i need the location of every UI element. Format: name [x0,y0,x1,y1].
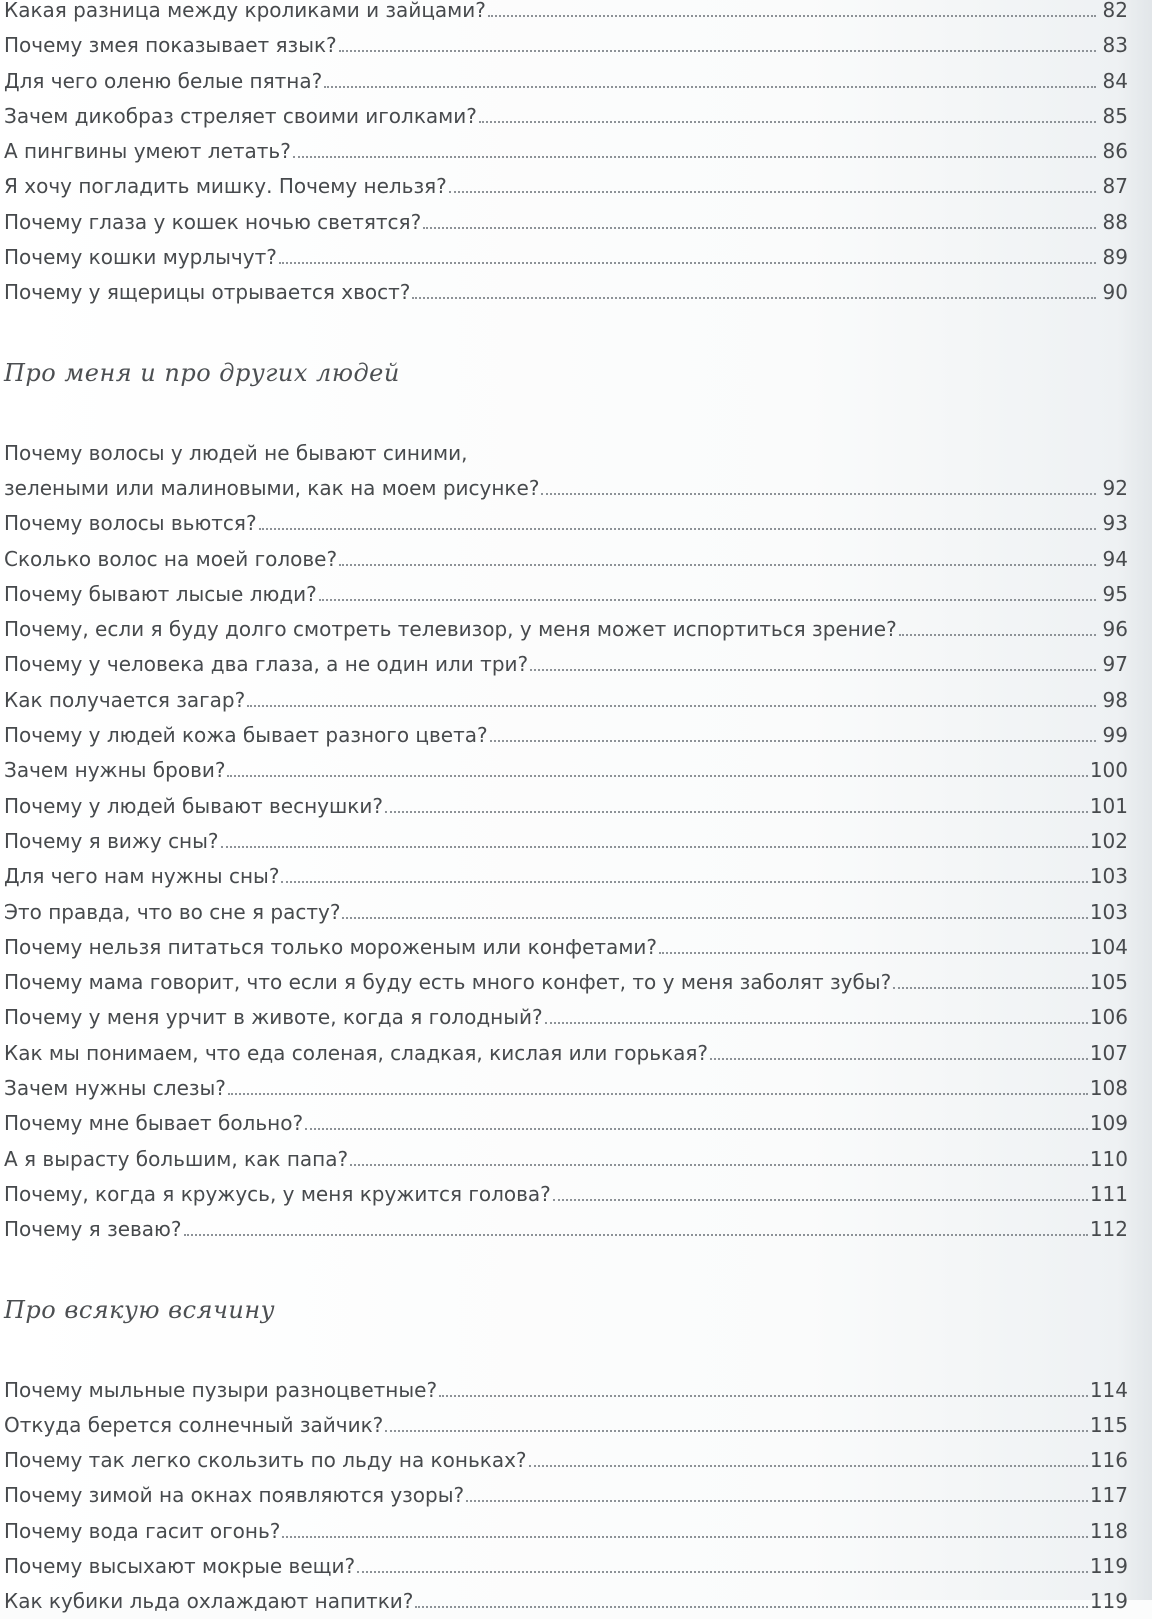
toc-entry-title: Почему зимой на окнах появляются узоры? [4,1483,465,1508]
dot-leader [412,297,1096,299]
toc-page-number: 119 [1089,1589,1128,1614]
toc-entry [4,0,1128,28]
toc-entry [4,682,1128,717]
table-of-contents [4,0,1128,1619]
toc-entry [4,1408,1128,1443]
toc-entry-title: Почему вода гасит огонь? [4,1518,281,1543]
dot-leader [319,599,1096,601]
toc-page-number: 112 [1089,1217,1128,1242]
dot-leader [529,1465,1088,1467]
toc-page-number: 89 [1102,245,1128,270]
toc-page-number: 103 [1089,864,1128,889]
toc-group-people [4,471,1128,1248]
toc-page-number: 104 [1089,934,1128,959]
toc-entry [4,1513,1128,1548]
toc-entry [4,1443,1128,1478]
dot-leader [466,1500,1088,1502]
toc-page-number: 100 [1089,758,1128,783]
dot-leader [385,1430,1088,1432]
dot-leader [324,86,1096,88]
toc-entry [4,134,1128,169]
toc-entry-title: Почему у меня урчит в животе, когда я голодный? [4,1005,543,1030]
dot-leader [423,227,1096,229]
toc-entry-title: Почему у людей кожа бывает разного цвета? [4,723,488,748]
toc-entry-title: Почему бывают лысые люди? [4,581,317,606]
toc-entry [4,788,1128,823]
toc-page-number: 110 [1089,1146,1128,1171]
toc-entry-title: Почему так легко скользить по льду на коньках? [4,1448,527,1473]
toc-page-number: 117 [1089,1483,1128,1508]
toc-entry [4,1212,1128,1247]
toc-entry-title: Почему у людей бывают веснушки? [4,793,383,818]
toc-entry-title: А пингвины умеют летать? [4,139,291,164]
dot-leader [357,1571,1088,1573]
toc-page-number: 97 [1102,652,1128,677]
dot-leader [553,1199,1088,1201]
toc-entry-title: Зачем нужны слезы? [4,1076,226,1101]
toc-group-animals [4,0,1128,310]
toc-page-number: 82 [1102,0,1128,22]
toc-page-number: 95 [1102,581,1128,606]
toc-entry [4,63,1128,98]
toc-page-number: 94 [1102,546,1128,571]
toc-entry-title: Почему, если я буду долго смотреть телевизор, у меня может испортиться зрение? [4,617,897,642]
toc-page-number: 105 [1089,970,1128,995]
dot-leader [449,191,1096,193]
dot-leader [247,705,1096,707]
toc-entry [4,275,1128,310]
toc-entry-title: Какая разница между кроликами и зайцами? [4,0,486,22]
toc-entry [4,1584,1128,1619]
toc-page-number: 87 [1102,174,1128,199]
dot-leader [339,564,1096,566]
toc-entry-title: Почему кошки мурлычут? [4,245,277,270]
toc-page-number: 92 [1102,475,1128,500]
toc-page-number: 106 [1089,1005,1128,1030]
toc-page-number: 111 [1089,1181,1128,1206]
toc-page-number: 103 [1089,899,1128,924]
toc-entry-title: Почему у ящерицы отрывается хвост? [4,280,411,305]
toc-page-number: 115 [1089,1412,1128,1437]
toc-entry [4,930,1128,965]
toc-page-number: 119 [1089,1553,1128,1578]
toc-entry [4,99,1128,134]
toc-page-number: 88 [1102,209,1128,234]
toc-page-number: 102 [1089,828,1128,853]
toc-entry-title: Сколько волос на моей голове? [4,546,338,571]
dot-leader [350,1164,1088,1166]
dot-leader [415,1606,1087,1608]
toc-entry [4,965,1128,1000]
dot-leader [541,493,1096,495]
toc-entry-title: Почему я вижу сны? [4,828,219,853]
toc-page-number: 96 [1102,617,1128,642]
toc-entry [4,1177,1128,1212]
toc-entry-title: Почему мне бывает больно? [4,1111,304,1136]
toc-entry-title: Почему волосы вьются? [4,511,257,536]
toc-page-number: 108 [1089,1076,1128,1101]
toc-page-number: 90 [1102,280,1128,305]
toc-entry-title: Почему мама говорит, что если я буду есть много конфет, то у меня заболят зубы? [4,970,892,995]
toc-page-number: 86 [1102,139,1128,164]
dot-leader [488,15,1096,17]
dot-leader [279,262,1096,264]
dot-leader [659,952,1088,954]
dot-leader [490,740,1096,742]
toc-entry [4,718,1128,753]
toc-entry [4,859,1128,894]
toc-entry-title: Почему глаза у кошек ночью светятся? [4,209,422,234]
dot-leader [899,634,1096,636]
toc-entry [4,753,1128,788]
toc-page-number: 98 [1102,687,1128,712]
dot-leader [281,881,1087,883]
toc-entry-title: Зачем нужны брови? [4,758,226,783]
section-heading-text: Про меня и про других людей [4,358,400,387]
toc-entry [4,1106,1128,1141]
toc-entry-title: Откуда берется солнечный зайчик? [4,1412,384,1437]
dot-leader [305,1128,1088,1130]
toc-entry [4,894,1128,929]
dot-leader [385,811,1088,813]
toc-entry [4,1549,1128,1584]
toc-page-number: 114 [1089,1377,1128,1402]
toc-page-number: 109 [1089,1111,1128,1136]
dot-leader [893,987,1088,989]
toc-page-number: 116 [1089,1448,1128,1473]
toc-entry-title: Почему у человека два глаза, а не один или три? [4,652,529,677]
dot-leader [227,775,1087,777]
dot-leader [282,1536,1087,1538]
toc-page-number: 83 [1102,33,1128,58]
toc-entry-title: Зачем дикобраз стреляет своими иголками? [4,103,477,128]
toc-entry [4,506,1128,541]
toc-entry [4,169,1128,204]
toc-entry [4,1000,1128,1035]
toc-entry-title: Почему нельзя питаться только мороженым или конфетами? [4,934,658,959]
dot-leader [710,1058,1088,1060]
toc-entry [4,1141,1128,1176]
toc-entry-title: Почему я зеваю? [4,1217,182,1242]
toc-group-misc [4,1372,1128,1619]
section-heading-text: Про всякую всячину [4,1295,276,1324]
toc-page-number: 93 [1102,511,1128,536]
toc-entry-title: Как получается загар? [4,687,246,712]
toc-entry-title: Как кубики льда охлаждают напитки? [4,1589,414,1614]
toc-entry-title: Почему змея показывает язык? [4,33,337,58]
toc-entry-title: А я вырасту большим, как папа? [4,1146,349,1171]
dot-leader [439,1395,1088,1397]
dot-leader [545,1022,1088,1024]
toc-entry-title: Для чего нам нужны сны? [4,864,280,889]
toc-entry [4,1478,1128,1513]
dot-leader [184,1234,1088,1236]
toc-entry [4,28,1128,63]
toc-page-number: 85 [1102,103,1128,128]
toc-entry-title: зелеными или малиновыми, как на моем рисунке? [4,475,540,500]
dot-leader [339,50,1096,52]
toc-entry-title: Это правда, что во сне я расту? [4,899,341,924]
dot-leader [479,121,1096,123]
toc-entry-title: Для чего оленю белые пятна? [4,68,323,93]
toc-entry [4,612,1128,647]
dot-leader [342,917,1087,919]
toc-entry [4,240,1128,275]
toc-entry [4,824,1128,859]
toc-entry-title: Как мы понимаем, что еда соленая, сладкая, кислая или горькая? [4,1040,708,1065]
toc-entry [4,1035,1128,1070]
toc-page-number: 118 [1089,1518,1128,1543]
toc-page-number: 107 [1089,1040,1128,1065]
toc-entry [4,577,1128,612]
section-heading-people [4,310,1128,435]
dot-leader [259,528,1096,530]
toc-entry [4,1372,1128,1407]
dot-leader [293,156,1096,158]
toc-entry [4,471,1128,506]
toc-entry-title: Почему высыхают мокрые вещи? [4,1553,356,1578]
section-heading-misc [4,1247,1128,1372]
toc-entry-title: Я хочу погладить мишку. Почему нельзя? [4,174,447,199]
toc-entry [4,647,1128,682]
toc-entry [4,1071,1128,1106]
toc-entry-title: Почему, когда я кружусь, у меня кружится голова? [4,1181,551,1206]
toc-entry [4,204,1128,239]
toc-entry-title: Почему мыльные пузыри разноцветные? [4,1377,438,1402]
toc-page-number: 101 [1089,793,1128,818]
toc-page-number: 99 [1102,723,1128,748]
toc-entry-title: Почему волосы у людей не бывают синими, [4,440,468,465]
dot-leader [221,846,1088,848]
toc-entry [4,541,1128,576]
toc-entry-first-line [4,435,1128,470]
dot-leader [530,669,1096,671]
dot-leader [228,1093,1088,1095]
toc-page-number: 84 [1102,68,1128,93]
